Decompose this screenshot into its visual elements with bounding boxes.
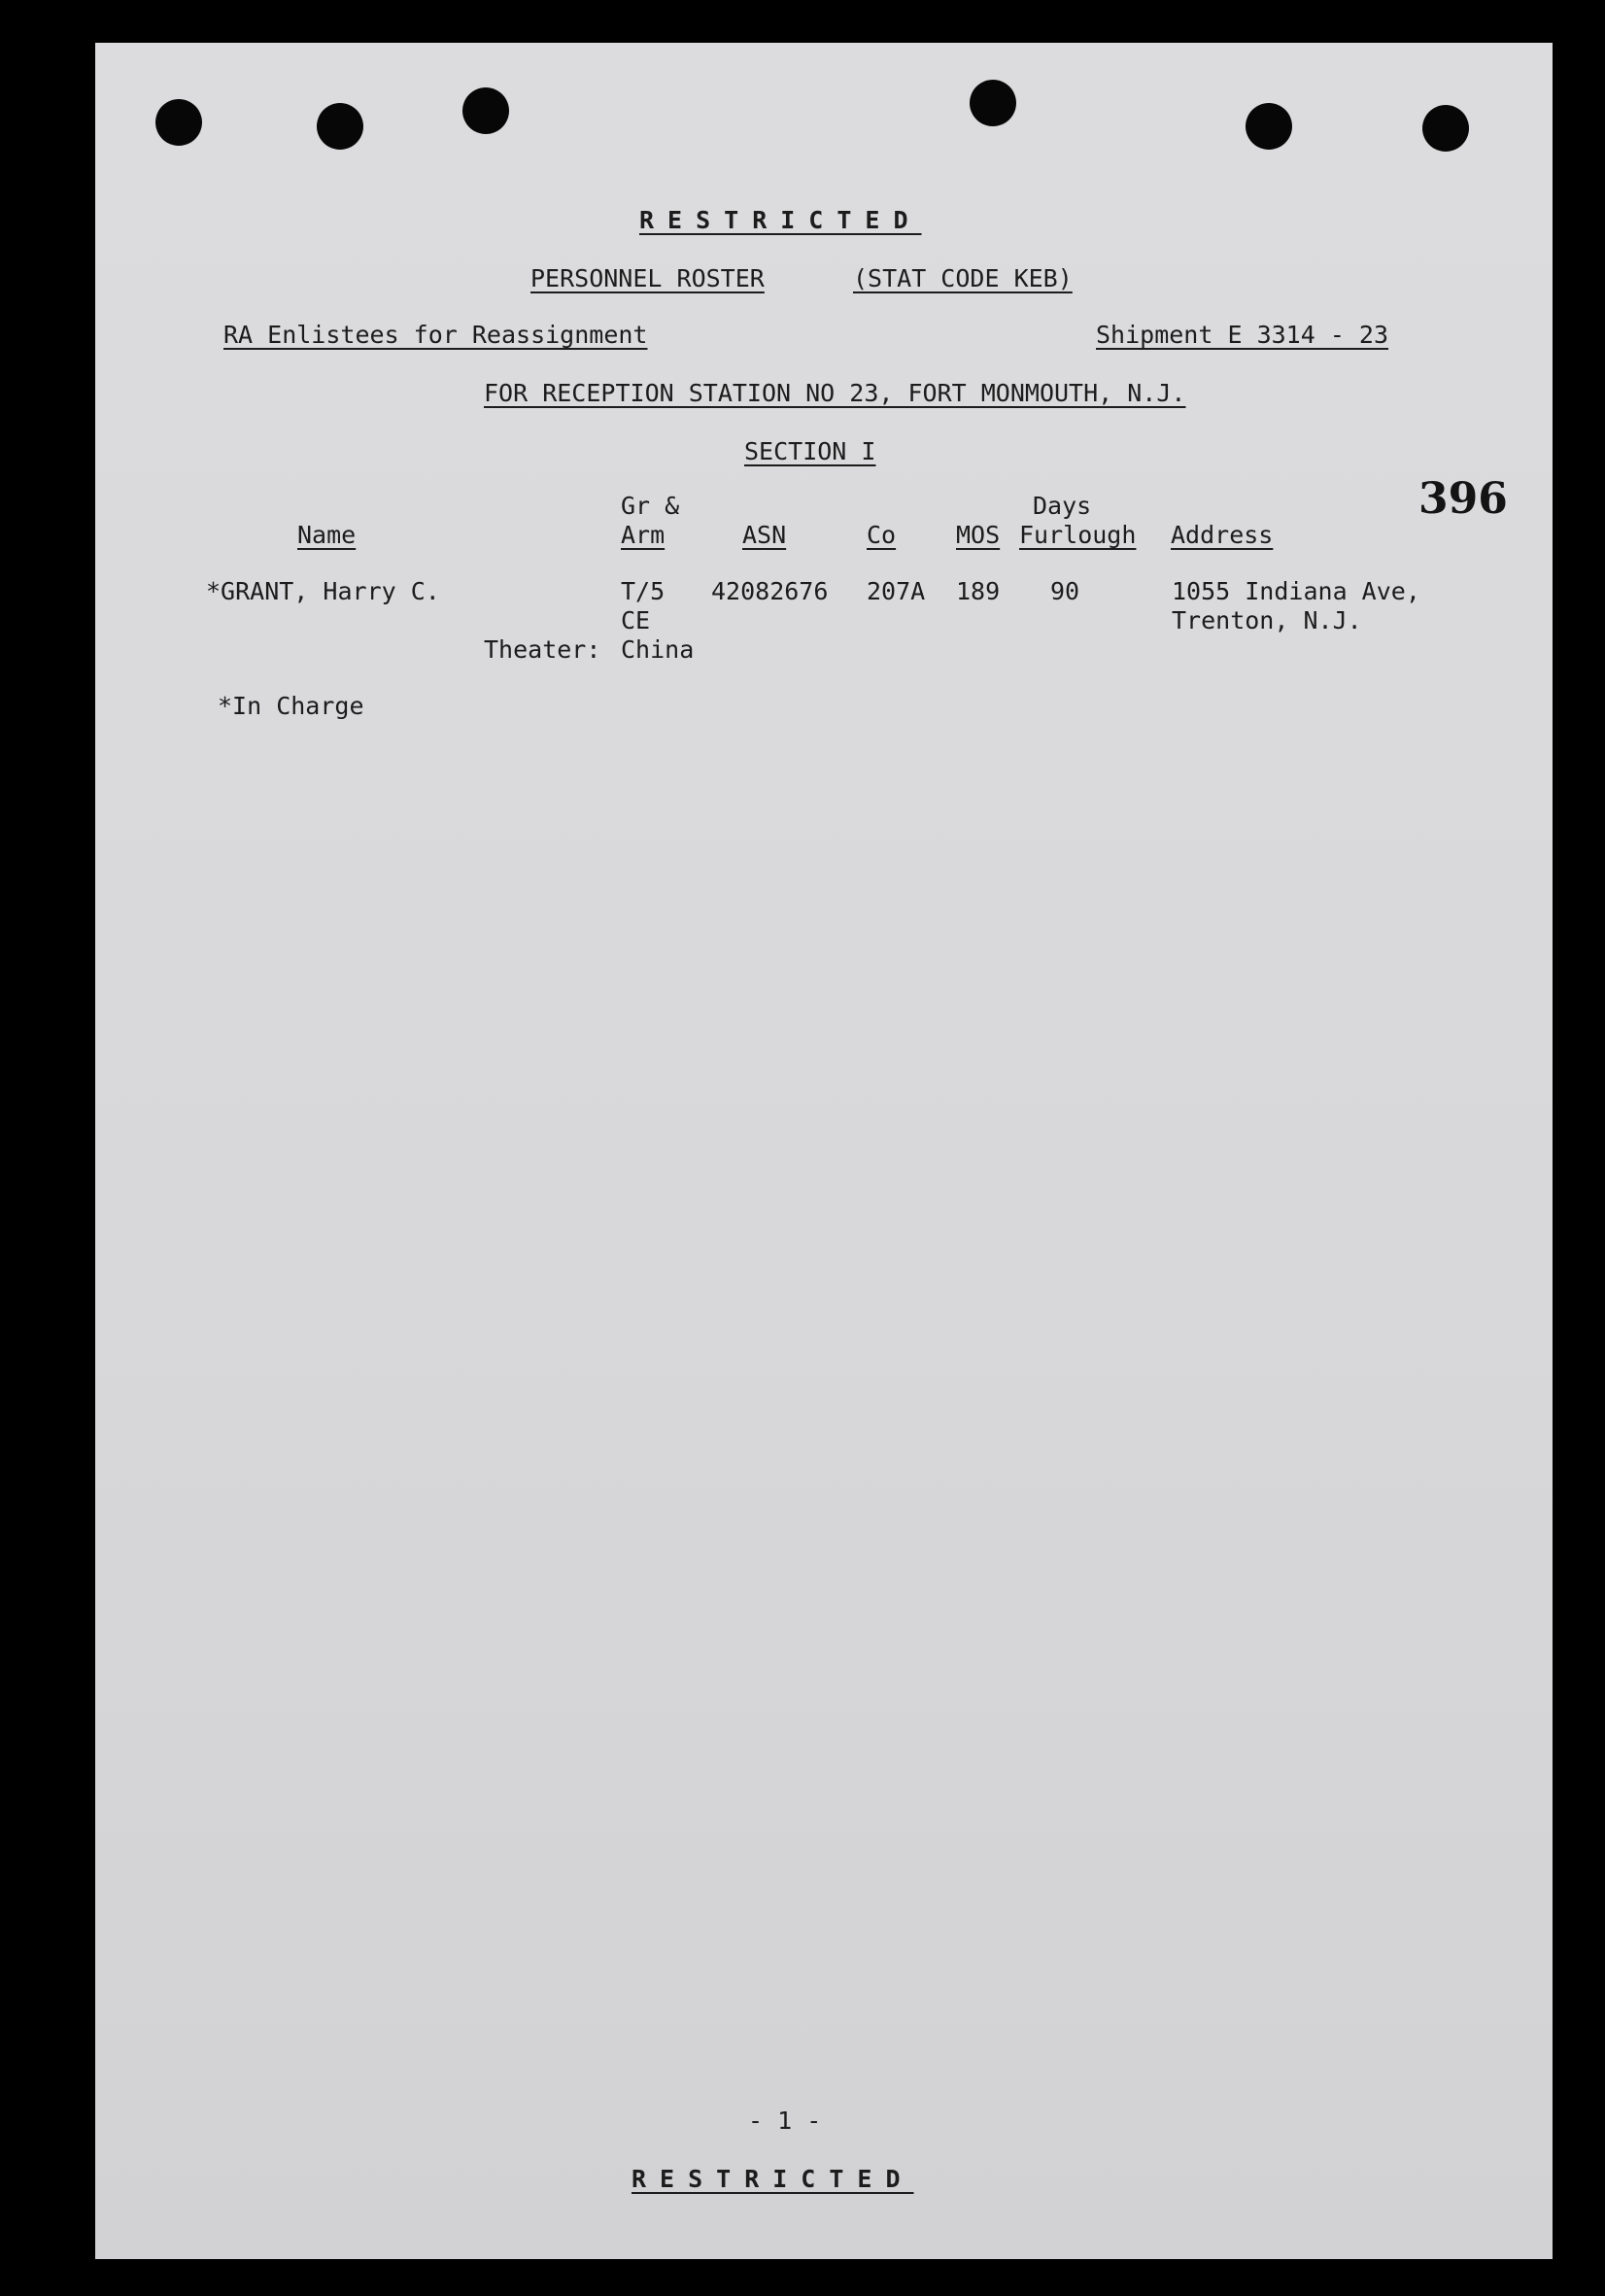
column-header-asn: ASN [742, 521, 787, 549]
row-asn: 42082676 [711, 577, 829, 605]
classification-header: RESTRICTED [639, 206, 922, 234]
roster-title: PERSONNEL ROSTER [530, 264, 765, 292]
column-header-co: Co [867, 521, 897, 549]
row-address-line2: Trenton, N.J. [1172, 606, 1362, 634]
stat-code: (STAT CODE KEB) [853, 264, 1073, 292]
punch-hole-1 [155, 99, 202, 146]
punch-hole-2 [317, 103, 363, 150]
punch-hole-5 [1246, 103, 1292, 150]
section-title: SECTION I [744, 437, 876, 465]
shipment-number: Shipment E 3314 - 23 [1096, 321, 1389, 349]
footnote: *In Charge [218, 692, 364, 720]
classification-footer: RESTRICTED [632, 2165, 914, 2193]
column-header-mos: MOS [956, 521, 1001, 549]
group-label: RA Enlistees for Reassignment [223, 321, 648, 349]
destination-line: FOR RECEPTION STATION NO 23, FORT MONMOUTH, N.J. [484, 379, 1186, 407]
row-grade: T/5 [621, 577, 666, 605]
document-page [95, 43, 1553, 2259]
column-header-gr-arm-line1: Gr & [621, 492, 680, 520]
row-theater: China [621, 635, 695, 664]
column-header-days-line2: Furlough [1019, 521, 1137, 549]
row-name: *GRANT, Harry C. [206, 577, 440, 605]
row-days: 90 [1050, 577, 1080, 605]
column-header-address: Address [1171, 521, 1274, 549]
row-theater-label: Theater: [484, 635, 601, 664]
page-number: - 1 - [748, 2107, 822, 2135]
column-header-days-line1: Days [1033, 492, 1092, 520]
punch-hole-3 [462, 87, 509, 134]
row-mos: 189 [956, 577, 1001, 605]
column-header-gr-arm-line2: Arm [621, 521, 666, 549]
column-header-name: Name [297, 521, 357, 549]
punch-hole-4 [970, 80, 1016, 126]
row-co: 207A [867, 577, 926, 605]
row-arm: CE [621, 606, 651, 634]
page-stamp: 396 [1418, 474, 1508, 524]
row-address-line1: 1055 Indiana Ave, [1172, 577, 1420, 605]
punch-hole-6 [1422, 105, 1469, 152]
